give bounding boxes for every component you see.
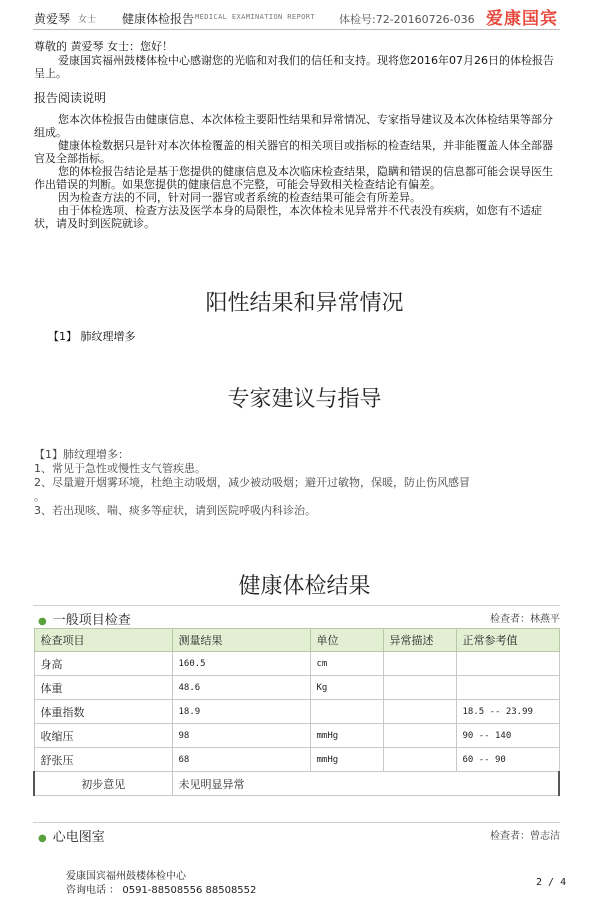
column-header: 测量结果 (172, 629, 310, 652)
greeting: 尊敬的 黄爱琴 女士：您好！ (34, 40, 173, 53)
cell-unit: mmHg (310, 724, 383, 748)
reading-guide-paragraph: 您本次体检报告由健康信息、本次体检主要阳性结果和异常情况、专家指导建议及本次体检结果等部分组成。 (34, 113, 553, 139)
table-row (34, 652, 559, 676)
cell-result: 160.5 (172, 652, 310, 676)
cell-item: 收缩压 (34, 724, 172, 748)
patient-name: 黄爱琴 (34, 12, 71, 26)
table-header-row (34, 629, 559, 652)
general-exam-title: ● 一般项目检查 (38, 613, 131, 628)
summary-value: 未见明显异常 (172, 772, 559, 796)
header-divider (33, 29, 560, 30)
cell-reference: 60 -- 90 (456, 748, 559, 772)
reading-guide-paragraph: 健康体检数据只是针对本次体检覆盖的相关器官的相关项目或指标的检查结果，并非能覆盖人体全部器官及全部指标。 (34, 139, 553, 165)
cell-abnormal (383, 652, 456, 676)
cell-item: 体重 (34, 676, 172, 700)
cell-abnormal (383, 748, 456, 772)
cell-unit: mmHg (310, 748, 383, 772)
cell-reference: 90 -- 140 (456, 724, 559, 748)
advice-line: 3、若出现咳、喘、痰多等症状，请到医院呼吸内科诊治。 (34, 504, 316, 517)
cell-result: 18.9 (172, 700, 310, 724)
reading-guide-paragraph: 因为检查方法的不同，针对同一器官或者系统的检查结果可能会有所差异。 (58, 191, 421, 204)
cell-reference: 18.5 -- 23.99 (456, 700, 559, 724)
cell-unit: cm (310, 652, 383, 676)
cell-abnormal (383, 700, 456, 724)
brand-logo: 爱康国宾 (486, 9, 558, 29)
table-row (34, 676, 559, 700)
cell-unit: Kg (310, 676, 383, 700)
column-header: 单位 (310, 629, 383, 652)
cell-abnormal (383, 724, 456, 748)
reading-guide-paragraph: 由于体检选项、检查方法及医学本身的局限性，本次体检未见异常并不代表没有疾病，如您有不适症状，请及时到医院就诊。 (34, 204, 542, 230)
column-header: 正常参考值 (456, 629, 559, 652)
advice-line: 【1】肺纹理增多： (34, 448, 129, 461)
footer-center-name: 爱康国宾福州鼓楼体检中心 (66, 871, 186, 882)
patient-gender: 女士 (78, 15, 97, 25)
cell-item: 身高 (34, 652, 172, 676)
table-row (34, 724, 559, 748)
summary-row (34, 772, 559, 796)
expert-advice-body (34, 448, 562, 518)
general-exam-table (33, 628, 560, 796)
exam-results-title: 健康体检结果 (238, 574, 371, 599)
expert-advice-title: 专家建议与指导 (227, 387, 382, 412)
cell-abnormal (383, 676, 456, 700)
cell-result: 68 (172, 748, 310, 772)
page-number: 2 / 4 (536, 877, 567, 888)
column-header: 异常描述 (383, 629, 456, 652)
exam-id: 体检号:72-20160726-036 (339, 13, 475, 26)
table-row (34, 700, 559, 724)
ecg-checker: 检查者：曾志洁 (490, 831, 560, 842)
intro-paragraph: 爱康国宾福州鼓楼体检中心感谢您的光临和对我们的信任和支持。现将您2016年07月26日的体检报告呈上。 (34, 54, 554, 80)
ecg-header (33, 822, 560, 844)
general-exam-checker: 检查者：林燕平 (490, 614, 560, 625)
bullet-dot-icon: ● (38, 833, 47, 844)
bullet-dot-icon: ● (38, 616, 47, 627)
report-title: 健康体检报告 (122, 12, 195, 26)
reading-guide-paragraph: 您的体检报告结论是基于您提供的健康信息及本次临床检查结果，隐瞒和错误的信息都可能会误导医生作出错误的判断。如果您提供的健康信息不完整，可能会导致相关检查结论有偏差。 (34, 165, 553, 191)
reading-guide-title: 报告阅读说明 (34, 91, 107, 105)
column-header: 检查项目 (34, 629, 172, 652)
cell-reference (456, 652, 559, 676)
cell-item: 舒张压 (34, 748, 172, 772)
general-exam-header (33, 605, 560, 627)
cell-result: 98 (172, 724, 310, 748)
positive-result-item: 【1】 肺纹理增多 (48, 330, 136, 343)
report-subtitle: MEDICAL EXAMINATION REPORT (195, 13, 315, 21)
advice-line: 。 (34, 490, 45, 503)
positive-results-title: 阳性结果和异常情况 (205, 291, 404, 316)
cell-unit (310, 700, 383, 724)
table-row (34, 748, 559, 772)
ecg-title: ● 心电图室 (38, 830, 105, 845)
cell-reference (456, 676, 559, 700)
footer-phone: 咨询电话 ： 0591-88508556 88508552 (66, 885, 257, 896)
advice-line: 1、常见于急性或慢性支气管疾患。 (34, 462, 206, 475)
cell-item: 体重指数 (34, 700, 172, 724)
advice-line: 2、尽量避开烟雾环境，杜绝主动吸烟，减少被动吸烟；避开过敏物，保暖，防止伤风感冒 (34, 476, 470, 489)
summary-label: 初步意见 (34, 772, 172, 796)
reading-guide-body (34, 113, 562, 230)
footer (66, 870, 256, 898)
cell-result: 48.6 (172, 676, 310, 700)
